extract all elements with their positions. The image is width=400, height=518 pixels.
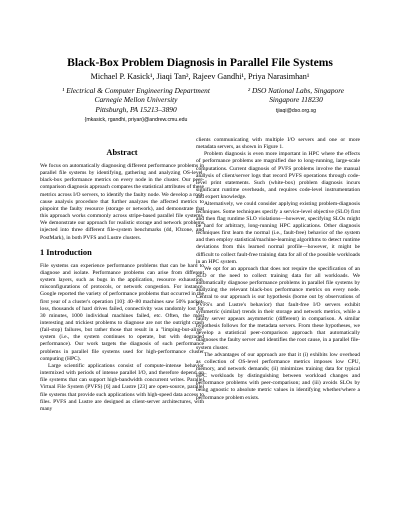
abstract-heading: Abstract — [106, 148, 138, 157]
paragraph: We opt for an approach that does not require the specification of an SLO or the need to collect training data for all workloads. We automatically diagnose performance problems in parallel file systems by analyzing the relevant black-box performance metrics on every node. Central to our approach is our hypothesis (borne out by observations of PVFS's and Lustre's behavior) that fault-free I/O servers exhibit symmetric (similar) trends in their storage and network metrics, while a faulty server appears asymmetric (different) in comparison. A similar hypothesis follows for the metadata servers. From these hypotheses, we develop a statistical peer-comparison approach that automatically diagnoses the faulty server and identifies the root cause, in a parallel file-system cluster. — [196, 265, 360, 351]
author-email: tjiaqi@dso.org.sg — [275, 107, 317, 114]
paper-title: Black-Box Problem Diagnosis in Parallel File Systems — [67, 56, 333, 69]
affiliation-cmu — [40, 86, 232, 124]
paragraph: The advantages of our approach are that it (i) exhibits low overhead as collection of OS-level performance metrics imposes low CPU, memory, and network demands; (ii) minimizes training data for typical HPC workloads by distinguishing between workload changes and performance problems with peer-comparison; and (iii) avoids SLOs by being agnostic to absolute metric values in identifying whether/where a performance problem exists. — [196, 351, 360, 401]
affiliation-dso — [232, 86, 360, 115]
paragraph: Problem diagnosis is even more important in HPC where the effects of performance problems are magnified due to long-running, large-scale computations. Current diagnosis of PVFS problems involve the manual analysis of client/server logs that record PVFS operations through code-level print statements. Such (white-box) problem diagnosis incurs significant runtime overheads, and requires code-level instrumentation and expert knowledge. — [196, 151, 360, 201]
affiliation-line: Pittsburgh, PA 15213–3890 — [95, 104, 177, 114]
paragraph: Large scientific applications consist of compute-intense behavior intermixed with periods of intense parallel I/O, and therefore depend on file systems that can support high-bandwidth concurrent writes. Parallel Virtual File System (PVFS) [6] and Lustre [23] are open-source, parallel file systems that provide such applications with high-speed data access to files. PVFS and Lustre are designed as client-server architectures, with many — [40, 362, 204, 412]
affiliation-line: ² DSO National Labs, Singapore — [247, 86, 345, 95]
affiliation-line: Carnegie Mellon University — [94, 95, 178, 105]
affiliation-line: ¹ Electrical & Computer Engineering Department — [62, 86, 210, 95]
author-list: Michael P. Kasick¹, Jiaqi Tan², Rajeev Gandhi¹, Priya Narasimhan¹ — [90, 72, 310, 81]
affiliation-line: Singapore 118230 — [269, 95, 323, 105]
paragraph: File systems can experience performance problems that can be hard to diagnose and isolate. Performance problems can arise from different system layers, such as bugs in the application, resource exhaustion, misconfigurations of protocols, or network congestion. For instance, Google reported the variety of performance problems that occurred in the first year of a cluster's operation [10]: 40–80 machines saw 50% packet-loss, thousands of hard drives failed, connectivity was randomly lost for 30 minutes, 1000 individual machines failed, etc. Often, the most interesting and trickiest problems to diagnose are not the outright crash (fail-stop) failures, but rather those that result in a "limping-but-alive" system (i.e., the system continues to operate, but with degraded performance). Our work targets the diagnosis of such performance problems in parallel file systems used for high-performance cluster computing (HPC). — [40, 262, 204, 362]
right-column — [196, 137, 360, 402]
paragraph: clients communicating with multiple I/O servers and one or more metadata servers, as shown in Figure 1. — [196, 137, 360, 151]
abstract-text: We focus on automatically diagnosing different performance problems in parallel file systems by identifying, gathering and analyzing OS-level, black-box performance metrics on every node in the cluster. Our peer-comparison diagnosis approach compares the statistical attributes of these metrics across I/O servers, to identify the faulty node. We develop a root-cause analysis procedure that further analyzes the affected metrics to pinpoint the faulty resource (storage or network), and demonstrate that this approach works commonly across stripe-based parallel file systems. We demonstrate our approach for realistic storage and network problems injected into three different file-system benchmarks (dd, IOzone, and PostMark), in both PVFS and Lustre clusters. — [40, 163, 204, 241]
paragraph: Alternatively, we could consider applying existing problem-diagnosis techniques. Some techniques specify a service-level objective (SLO) first and then flag runtime SLO violations—however, specifying SLOs might be hard for arbitrary, long-running HPC applications. Other diagnosis techniques first learn the normal (i.e., fault-free) behavior of the system and then employ statistical/machine-learning algorithms to detect runtime deviations from this learned normal profile—however, it might be difficult to collect fault-free training data for all of the possible workloads in an HPC system. — [196, 201, 360, 265]
left-column — [40, 148, 204, 413]
section-heading-introduction: 1 Introduction — [40, 247, 92, 257]
author-email: {mkasick, rgandhi, priyan}@andrew.cmu.edu — [84, 117, 188, 124]
